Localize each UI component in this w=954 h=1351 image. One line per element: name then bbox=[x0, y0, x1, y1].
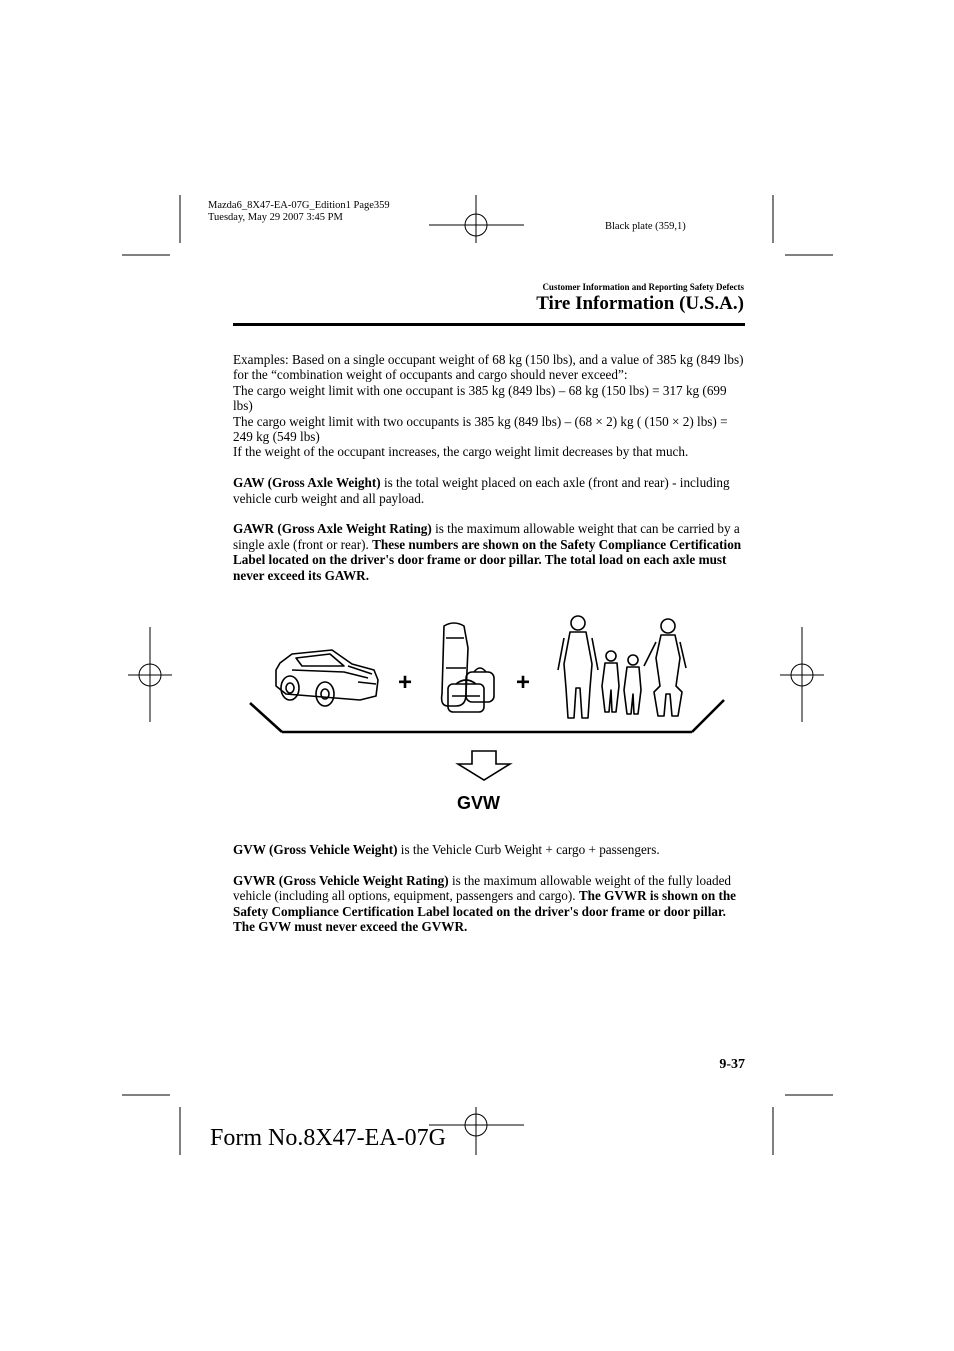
print-info-line2: Tuesday, May 29 2007 3:45 PM bbox=[208, 212, 343, 223]
main-text bbox=[233, 352, 747, 598]
gvw-definition: is the Vehicle Curb Weight + cargo + passengers. bbox=[397, 842, 660, 857]
gawr-definition: is the maximum allowable weight that can be carried by a single axle (front or rear). bbox=[233, 521, 740, 552]
gvwr-paragraph bbox=[233, 873, 747, 935]
gvwr-term: GVWR (Gross Vehicle Weight Rating) bbox=[233, 872, 449, 888]
luggage-icon bbox=[442, 623, 494, 712]
page-title: Tire Information (U.S.A.) bbox=[536, 293, 744, 314]
gvw-paragraph bbox=[233, 842, 747, 857]
example-conclusion: If the weight of the occupant increases, the cargo weight limit decreases by that much. bbox=[233, 444, 689, 460]
example-intro: Examples: Based on a single occupant weight of 68 kg (150 lbs), and a value of 385 kg (849 lbs) for the “combination weight of occupants and cargo should never exceed”: bbox=[233, 352, 744, 383]
gaw-paragraph bbox=[233, 475, 747, 506]
gaw-definition: is the total weight placed on each axle (front and rear) - including vehicle curb weight and all payload. bbox=[233, 475, 730, 506]
plus-sign-2: + bbox=[516, 669, 531, 696]
gvw-label: GVW bbox=[457, 793, 500, 813]
form-number: Form No.8X47-EA-07G bbox=[210, 1125, 446, 1151]
example-two-occupants: The cargo weight limit with two occupants is 385 kg (849 lbs) – (68 × 2) kg ( (150 × 2) lbs) = 249 kg (549 lbs) bbox=[233, 413, 728, 445]
gawr-paragraph bbox=[233, 521, 747, 583]
gvwr-definition: is the maximum allowable weight of the fully loaded vehicle (including all options, equipment, passengers and cargo). bbox=[233, 872, 732, 904]
definitions-text bbox=[233, 842, 747, 950]
plus-sign-1: + bbox=[398, 669, 413, 696]
arrow-down-icon bbox=[458, 751, 510, 780]
print-info-line1: Mazda6_8X47-EA-07G_Edition1 Page359 bbox=[208, 200, 390, 211]
section-heading: Customer Information and Reporting Safety Defects bbox=[542, 282, 744, 292]
gawr-term: GAWR (Gross Axle Weight Rating) bbox=[233, 521, 432, 537]
gawr-warning: These numbers are shown on the Safety Compliance Certification Label located on the driver's door frame or door pillar. The total load on each axle must never exceed its GAWR. bbox=[233, 536, 742, 583]
title-rule bbox=[233, 323, 745, 326]
print-info bbox=[208, 200, 390, 224]
family-icon bbox=[558, 616, 686, 718]
gvw-term: GVW (Gross Vehicle Weight) bbox=[233, 842, 398, 857]
car-icon bbox=[276, 650, 378, 706]
page-number: 9-37 bbox=[719, 1057, 745, 1072]
gaw-term: GAW (Gross Axle Weight) bbox=[233, 475, 381, 491]
black-plate-label: Black plate (359,1) bbox=[605, 221, 686, 232]
example-one-occupant: The cargo weight limit with one occupant is 385 kg (849 lbs) – 68 kg (150 lbs) = 317 kg (699 lbs) bbox=[233, 382, 727, 414]
gvwr-warning: The GVWR is shown on the Safety Compliance Certification Label located on the driver's door frame or door pillar. The GVW must never exceed the GVWR. bbox=[233, 888, 737, 935]
